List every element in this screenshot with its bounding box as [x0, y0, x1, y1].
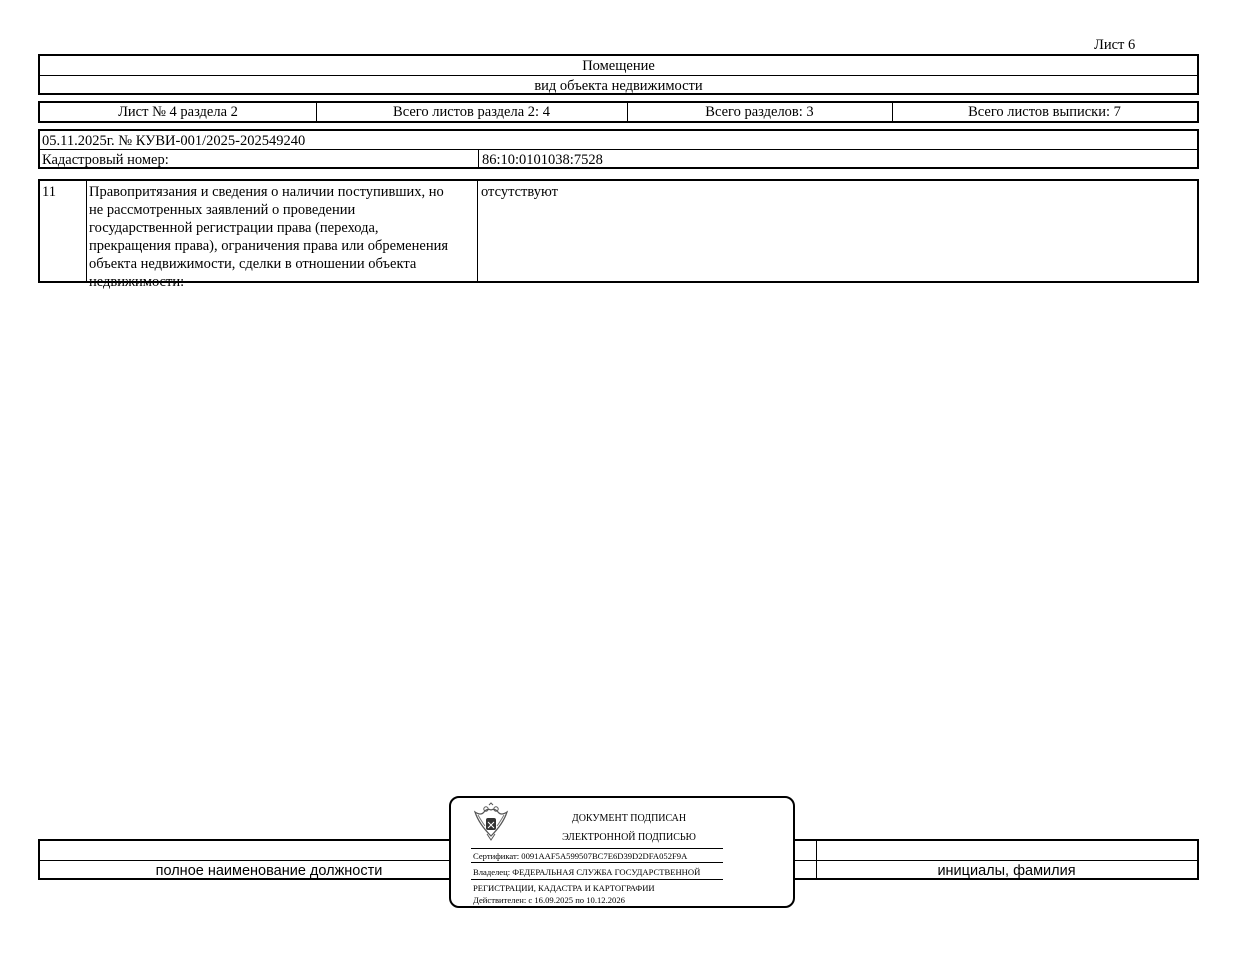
- object-block: [38, 54, 1199, 95]
- cadastral-number: 86:10:0101038:7528: [482, 152, 603, 168]
- stamp-title-line2: ЭЛЕКТРОННОЙ ПОДПИСЬЮ: [562, 832, 696, 843]
- divider: [40, 75, 1197, 76]
- description-line: прекращения права), ограничения права или обременения: [89, 238, 449, 254]
- stamp-certificate: Сертификат: 0091AAF5A599507BC7E6D39D2DFA052F9A: [473, 851, 688, 861]
- position-caption: полное наименование должности: [155, 863, 383, 879]
- stamp-validity: Действителен: с 16.09.2025 по 10.12.2026: [473, 895, 625, 905]
- object-type-caption: вид объекта недвижимости: [534, 78, 703, 94]
- object-name: Помещение: [582, 58, 655, 74]
- divider: [86, 181, 87, 281]
- description-line: объекта недвижимости, сделки в отношении объекта: [89, 256, 417, 272]
- claims-row: [38, 179, 1199, 290]
- extract-info: [38, 129, 1199, 169]
- description-line: не рассмотренных заявлений о проведении: [89, 202, 356, 218]
- divider: [471, 879, 723, 880]
- sheet-of-section: Лист № 4 раздела 2: [118, 104, 238, 120]
- cadastral-label: Кадастровый номер:: [42, 152, 169, 168]
- row-value: отсутствуют: [481, 184, 558, 200]
- divider: [477, 181, 478, 281]
- extract-date-number: 05.11.2025г. № КУВИ-001/2025-202549240: [42, 133, 306, 149]
- divider: [478, 149, 479, 167]
- stamp-owner-line2: РЕГИСТРАЦИИ, КАДАСТРА И КАРТОГРАФИИ: [473, 883, 655, 893]
- description-line: Правопритязания и сведения о наличии поступивших, но: [89, 184, 444, 200]
- sheet-info-row: [38, 101, 1199, 123]
- stamp-owner-line1: Владелец: ФЕДЕРАЛЬНАЯ СЛУЖБА ГОСУДАРСТВЕННОЙ: [473, 867, 701, 877]
- description-line: недвижимости:: [89, 274, 185, 290]
- description-line: государственной регистрации права (перехода,: [89, 220, 379, 236]
- total-sections: Всего разделов: 3: [705, 104, 814, 120]
- coat-of-arms-icon: [471, 802, 511, 842]
- sheet-label: Лист 6: [1094, 37, 1136, 53]
- divider: [471, 862, 723, 863]
- divider: [471, 848, 723, 849]
- total-sheets-extract: Всего листов выписки: 7: [968, 104, 1121, 120]
- stamp-title-line1: ДОКУМЕНТ ПОДПИСАН: [571, 813, 687, 824]
- row-description: [89, 183, 477, 291]
- signature-stamp: [449, 796, 795, 908]
- name-caption: инициалы, фамилия: [937, 863, 1076, 879]
- total-sheets-section: Всего листов раздела 2: 4: [393, 104, 550, 120]
- row-number: 11: [42, 184, 56, 200]
